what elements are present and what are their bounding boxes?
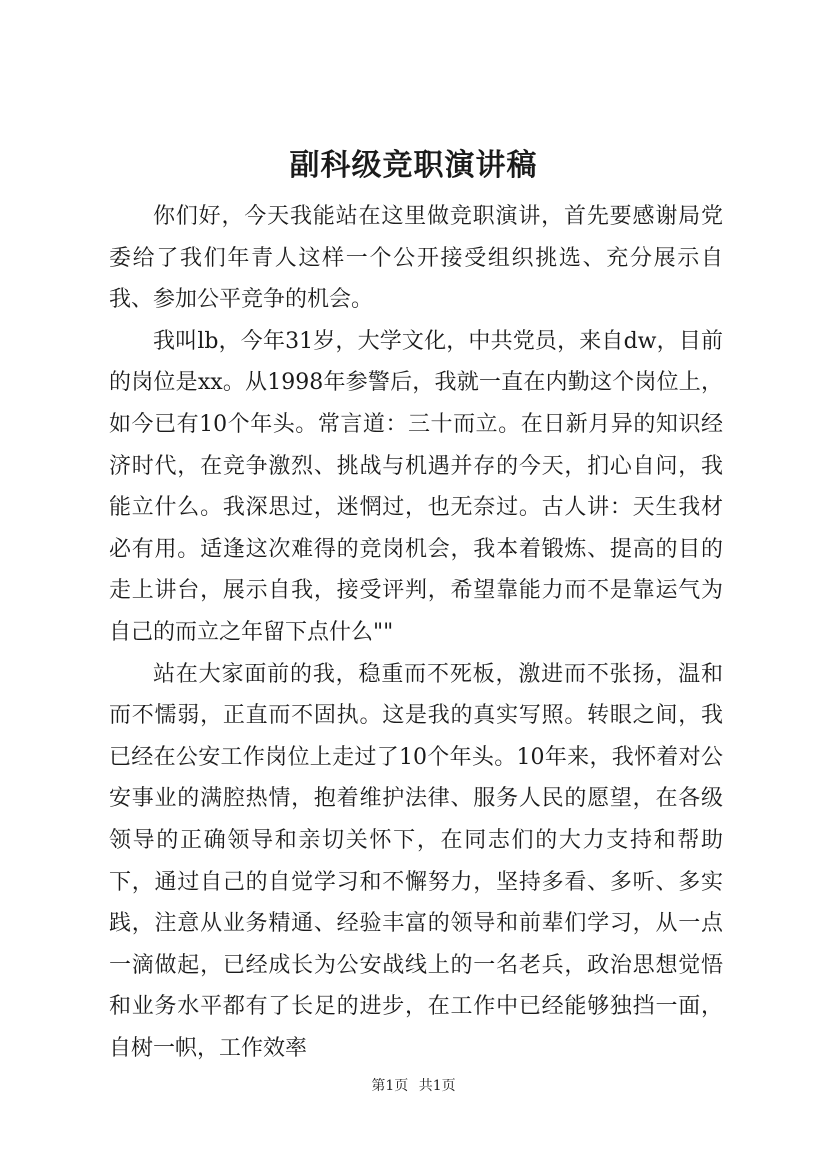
paragraph-character-and-experience: 站在大家面前的我，稳重而不死板，激进而不张扬，温和而不懦弱，正直而不固执。这是我的真实写照。转眼之间，我已经在公安工作岗位上走过了10个年头。10年来，我怀着对公安事业的满腔热情，抱着维护法律、服务人民的愿望，在各级领导的正确领导和亲切关怀下，在同志们的大力支持和帮助下，通过自己的自觉学习和不懈努力，坚持多看、多听、多实践，注意从业务精通、经验丰富的领导和前辈们学习，从一点一滴做起，已经成长为公安战线上的一名老兵，政治思想觉悟和业务水平都有了长足的进步，在工作中已经能够独挡一面，自树一帜，工作效率 — [109, 661, 723, 1061]
document-title: 副科级竞职演讲稿 — [289, 148, 538, 183]
page-footer — [0, 1076, 827, 1096]
document-body — [109, 196, 723, 1069]
page-total: 共1页 — [418, 1078, 456, 1094]
paragraph-self-introduction: 我叫lb，今年31岁，大学文化，中共党员，来自dw，目前的岗位是xx。从1998年参警后，我就一直在内勤这个岗位上，如今已有10个年头。常言道：三十而立。在日新月异的知识经济时代，在竞争激烈、挑战与机遇并存的今天，扪心自问，我能立什么。我深思过，迷惘过，也无奈过。古人讲：天生我材必有用。适逢这次难得的竞岗机会，我本着锻炼、提高的目的走上讲台，展示自我，接受评判，希望靠能力而不是靠运气为自己的而立之年留下点什么"" — [109, 328, 723, 645]
page-number: 第1页 — [371, 1078, 409, 1094]
paragraph-greeting: 你们好，今天我能站在这里做竞职演讲，首先要感谢局党委给了我们年青人这样一个公开接受组织挑选、充分展示自我、参加公平竞争的机会。 — [109, 204, 723, 313]
